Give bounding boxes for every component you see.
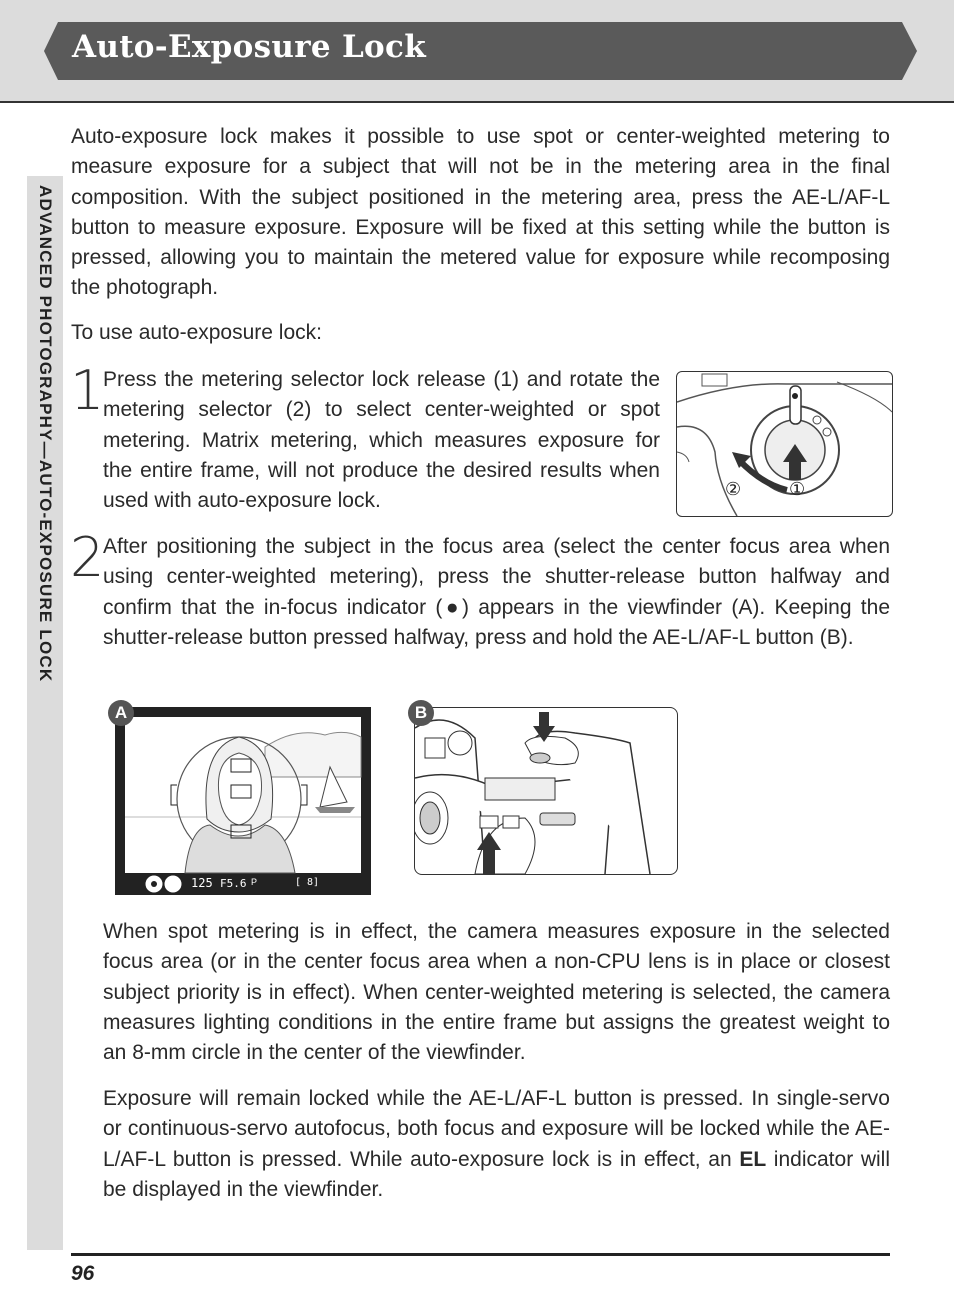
page-title: Auto-Exposure Lock (72, 29, 426, 65)
title-banner (44, 22, 917, 80)
intro-lead: To use auto-exposure lock: (71, 321, 322, 344)
viewfinder-figure (115, 707, 371, 895)
body-paragraph-2-after: indicator will be displayed in the viewfinder. (103, 1147, 890, 1201)
viewfinder-frames: [ 8] (295, 877, 320, 888)
viewfinder-mode: P (251, 877, 258, 887)
body-paragraph-1: When spot metering is in effect, the camera measures exposure in the selected focus area (or in the center focus area when a non-CPU lens is in place or closest subject priority is in effect). When center-weighted metering is selected, the camera measures lighting conditions in the entire frame but assigns the greatest weight to an 8-mm circle in the center of the viewfinder. (103, 920, 890, 1065)
footer-rule (71, 1253, 890, 1256)
body-paragraph-2-before: Exposure will remain locked while the AE-L/AF-L button is pressed. In single-servo or continuous-servo autofocus, both focus and exposure will be locked while the AE-L/AF-L button is pressed. While auto-exposure lock is in effect, an (103, 1087, 890, 1171)
camera-hand-illustration (415, 708, 677, 874)
intro-paragraph: Auto-exposure lock makes it possible to use spot or center-weighted metering to measure exposure for a subject that will not be in the metering area in the final composition. With the subject positioned in the metering area, press the AE-L/AF-L button to measure exposure. Exposure will be fixed at this setting while the button is pressed, allowing you to maintain the metered value for exposure while recomposing the photograph. (71, 125, 890, 300)
viewfinder-shutter: 125 (191, 876, 213, 890)
metering-dial-illustration (677, 372, 892, 516)
el-indicator-text: EL (739, 1147, 767, 1171)
camera-figure (414, 707, 678, 875)
badge-b: B (408, 700, 434, 726)
step-1-number: 1 (70, 359, 105, 422)
viewfinder-aperture: F5.6 (220, 877, 247, 890)
step-1-text: Press the metering selector lock release (1) and rotate the metering selector (2) to select center-weighted or spot metering. Matrix metering, which measures exposure for the entire frame, will not produce the desired results when used with auto-exposure lock. (103, 368, 660, 513)
page-number: 96 (71, 1262, 95, 1285)
body-paragraph-2 (103, 1084, 890, 1205)
step-2-number: 2 (70, 526, 105, 589)
badge-a: A (108, 700, 134, 726)
side-tab-label: ADVANCED PHOTOGRAPHY—AUTO-EXPOSURE LOCK (36, 185, 55, 683)
viewfinder-illustration (115, 707, 371, 895)
step-2-text: After positioning the subject in the focus area (select the center focus area when using center-weighted metering), press the shutter-release button halfway and confirm that the in-focus indicator (●) appears in the viewfinder (A). Keeping the shutter-release button pressed halfway, press and hold the AE-L/AF-L button (B). (103, 535, 890, 649)
callout-2: ② (725, 479, 742, 499)
metering-dial-figure (676, 371, 893, 517)
callout-1: ① (789, 479, 806, 499)
